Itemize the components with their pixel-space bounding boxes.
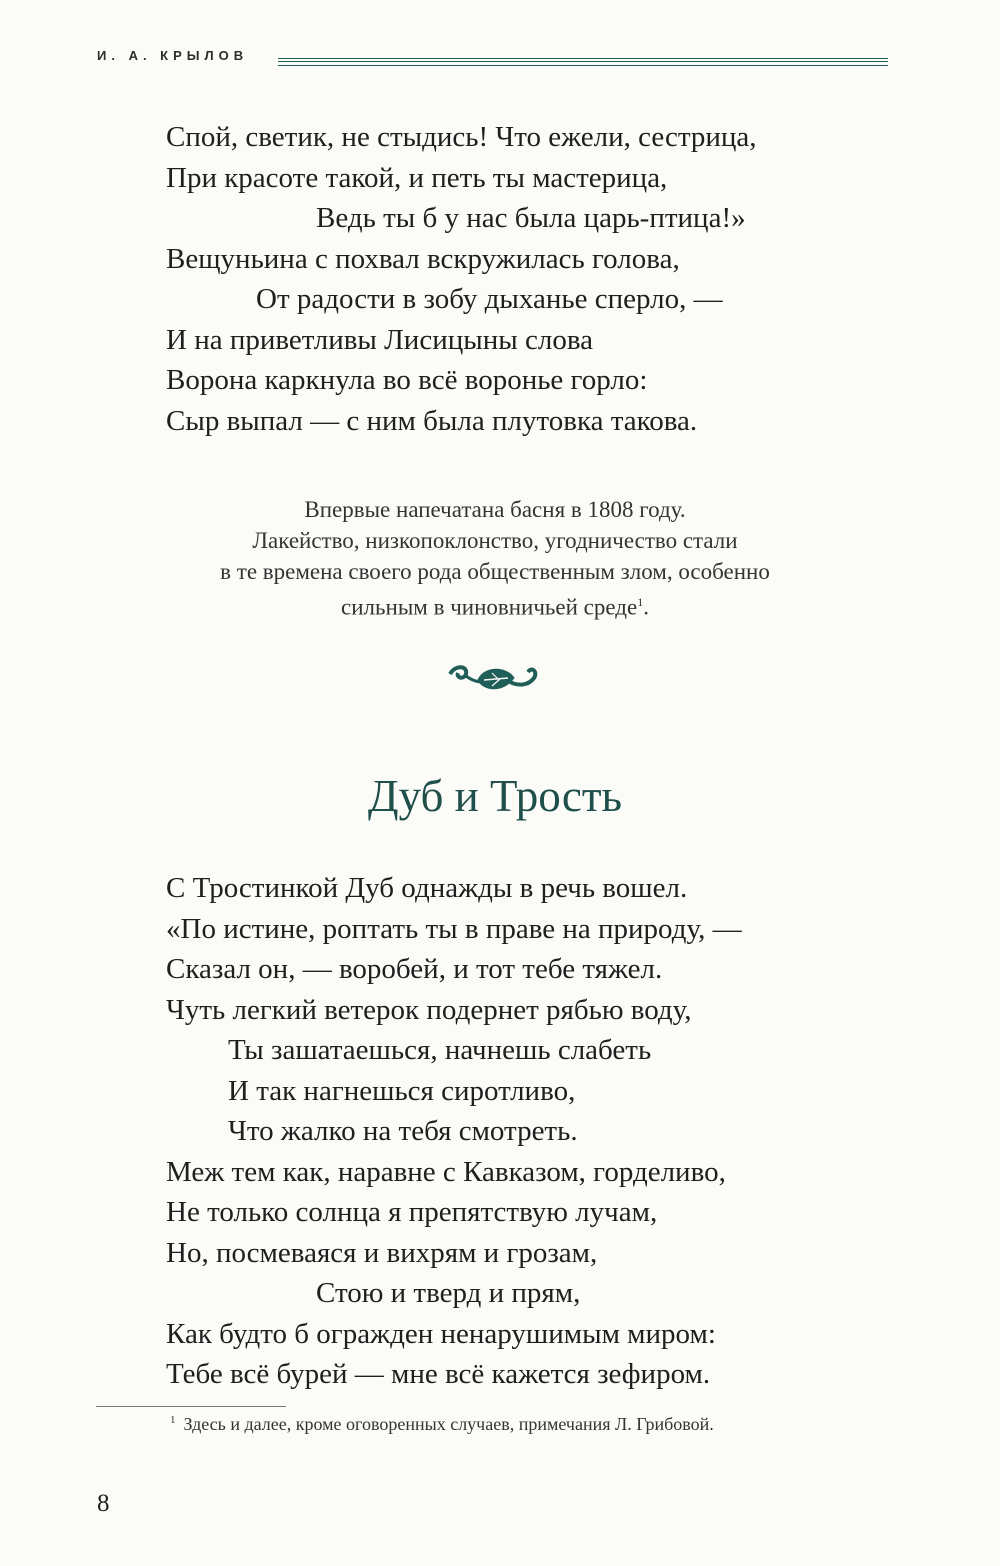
commentary-note	[130, 494, 860, 623]
poem-line: От радости в зобу дыханье сперло, —	[256, 283, 723, 315]
note-line-last	[130, 587, 860, 623]
note-line: в те времена своего рода общественным злом, особенно	[220, 559, 770, 584]
poem-line: «По истине, роптать ты в праве на природу, —	[166, 912, 742, 945]
page-number: 8	[97, 1490, 110, 1517]
poem-line: Стою и тверд и прям,	[316, 1277, 581, 1309]
footnote	[170, 1414, 714, 1435]
poem-excerpt	[166, 117, 757, 441]
fable-poem	[166, 868, 742, 1395]
poem-line: Не только солнца я препятствую лучам,	[166, 1196, 658, 1228]
footnote-text: Здесь и далее, кроме оговоренных случаев, примечания Л. Грибовой.	[183, 1414, 714, 1434]
leaf-vine-ornament-icon	[444, 660, 544, 705]
poem-line: Сыр выпал — с ним была плутовка такова.	[166, 404, 698, 437]
poem-line: Ведь ты б у нас была царь-птица!»	[316, 202, 746, 234]
note-line: Впервые напечатана басня в 1808 году.	[304, 497, 686, 522]
note-punct: .	[643, 594, 649, 620]
poem-line: И на приветливы Лисицыны слова	[166, 323, 593, 356]
poem-line: Спой, светик, не стыдись! Что ежели, сестрица,	[166, 121, 757, 153]
note-text: сильным в чиновничьей среде	[341, 594, 638, 620]
footnote-reference[interactable]: 1	[637, 595, 644, 609]
footnote-marker: 1	[170, 1414, 176, 1426]
poem-line: Сказал он, — воробей, и тот тебе тяжел.	[166, 953, 663, 985]
footnote-rule	[96, 1406, 286, 1407]
note-line: Лакейство, низкопоклонство, угодничество стали	[252, 528, 738, 553]
poem-line: Как будто б огражден ненарушимым миром:	[166, 1317, 716, 1350]
poem-line: Тебе всё бурей — мне всё кажется зефиром.	[166, 1358, 711, 1390]
poem-line: При красоте такой, и петь ты мастерица,	[166, 161, 668, 194]
poem-line: Вещуньина с похвал вскружилась голова,	[166, 242, 680, 275]
poem-line: Что жалко на тебя смотреть.	[228, 1115, 578, 1147]
running-header-author: И. А. КРЫЛОВ	[97, 48, 249, 63]
poem-line: Ты зашатаешься, начнешь слабеть	[228, 1034, 652, 1066]
header-rule	[278, 58, 888, 66]
poem-line: Чуть легкий ветерок подернет рябью воду,	[166, 993, 692, 1026]
poem-line: Меж тем как, наравне с Кавказом, горделиво,	[166, 1155, 726, 1188]
poem-line: С Тростинкой Дуб однажды в речь вошел.	[166, 872, 688, 904]
poem-line: Ворона каркнула во всё воронье горло:	[166, 364, 648, 396]
poem-line: И так нагнешься сиротливо,	[228, 1074, 576, 1107]
poem-line: Но, посмеваяся и вихрям и грозам,	[166, 1236, 598, 1269]
fable-title: Дуб и Трость	[367, 771, 623, 821]
